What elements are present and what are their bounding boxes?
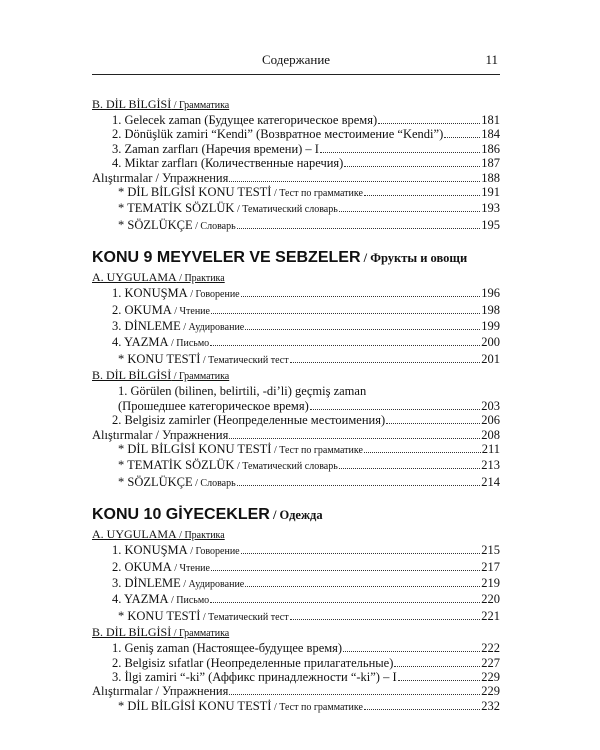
toc-page-number: 187 (481, 156, 500, 171)
toc-page-number: 213 (481, 458, 500, 473)
leader-dots (237, 228, 481, 229)
toc-page-number: 196 (481, 286, 500, 301)
toc-entry[interactable] (92, 319, 500, 335)
toc-entry-label: * SÖZLÜKÇE / Словарь (118, 217, 236, 232)
leader-dots (364, 709, 480, 710)
toc-page-number: 201 (481, 351, 500, 366)
header-page-number: 11 (485, 52, 498, 67)
toc-entry-label: 1. KONUŞMA / Говорение (112, 286, 240, 301)
leader-dots (241, 296, 481, 297)
toc-entry-label: Alıştırmalar / Упражнения (92, 170, 229, 185)
toc-entry[interactable] (92, 670, 500, 684)
leader-dots (398, 680, 481, 681)
toc-entry[interactable] (92, 699, 500, 715)
leader-dots (210, 345, 480, 346)
toc-page-number: 188 (481, 170, 500, 185)
toc-entry[interactable] (92, 113, 500, 127)
page-header (92, 52, 500, 72)
leader-dots (241, 553, 481, 554)
toc-page-number: 222 (481, 641, 500, 656)
toc-entry-label: 2. Belgisiz zamirler (Неопределенные местоимения) (112, 413, 386, 428)
toc-page-number: 219 (481, 575, 500, 590)
leader-dots (343, 651, 480, 652)
toc-entry-label: * KONU TESTİ / Тематический тест (118, 608, 289, 623)
toc-page-number: 191 (481, 185, 500, 200)
leader-dots (245, 329, 480, 330)
toc-entry-label: Alıştırmalar / Упражнения (92, 684, 229, 699)
toc-entry-label: 4. YAZMA / Письмо (112, 335, 210, 350)
toc-entry-label: * DİL BİLGİSİ KONU TESTİ / Тест по грамматике (118, 698, 363, 713)
leader-dots (229, 181, 480, 182)
toc-entry[interactable] (92, 171, 500, 185)
leader-dots (364, 195, 480, 196)
toc-entry[interactable] (92, 576, 500, 592)
toc-page-number: 195 (481, 217, 500, 232)
toc-entry[interactable] (92, 560, 500, 576)
toc-entry[interactable] (92, 335, 500, 351)
toc-page-number: 181 (481, 113, 500, 127)
toc-page-number: 227 (481, 655, 500, 670)
toc-entry-label: (Прошедшее категорическое время) (118, 398, 309, 413)
toc-page (92, 52, 500, 715)
toc-entry-label: 4. YAZMA / Письмо (112, 592, 210, 607)
toc-entry-label: 3. İlgi zamiri “-ki” (Аффикс принадлежности “-ki”) – I (112, 669, 397, 684)
leader-dots (245, 586, 480, 587)
header-title: Содержание (261, 52, 331, 67)
section-heading: B. DİL BİLGİSİ / Грамматика (92, 368, 230, 383)
toc-page-number: 206 (481, 413, 500, 428)
toc-page-number: 232 (481, 698, 500, 713)
leader-dots (320, 152, 480, 153)
toc-entry[interactable] (92, 458, 500, 474)
section-heading: B. DİL BİLGİSİ / Грамматика (92, 97, 230, 111)
toc-entry-text: 1. Görülen (bilinen, belirtili, -di’li) geçmiş zaman (118, 384, 367, 399)
toc-entry[interactable] (92, 185, 500, 201)
toc-entry[interactable] (92, 592, 500, 608)
toc-page-number: 211 (481, 441, 500, 456)
toc-entry[interactable] (92, 641, 500, 655)
toc-entry-label: 1. Geniş zaman (Настоящее-будущее время) (112, 641, 343, 656)
toc-entry[interactable] (92, 428, 500, 442)
toc-entry[interactable] (92, 201, 500, 217)
toc-page-number: 220 (481, 592, 500, 607)
leader-dots (444, 137, 480, 138)
toc-entry[interactable] (92, 352, 500, 368)
leader-dots (310, 409, 480, 410)
toc-entry-label: * SÖZLÜKÇE / Словарь (118, 474, 236, 489)
toc-page-number: 193 (481, 201, 500, 216)
unit-title: KONU 9 MEYVELER VE SEBZELER / Фрукты и овощи (92, 249, 468, 267)
toc-entry-label: 2. OKUMA / Чтение (112, 302, 210, 317)
toc-entry-label: * TEMATİK SÖZLÜK / Тематический словарь (118, 458, 338, 473)
toc-entry-label: * TEMATİK SÖZLÜK / Тематический словарь (118, 201, 338, 216)
toc-entry[interactable] (92, 142, 500, 156)
toc-entry[interactable] (92, 609, 500, 625)
toc-entry[interactable] (92, 543, 500, 559)
toc-entry-label: 1. KONUŞMA / Говорение (112, 543, 240, 558)
toc-entry[interactable] (92, 286, 500, 302)
toc-page-number: 203 (481, 398, 500, 413)
unit-title: KONU 10 GİYECEKLER / Одежда (92, 506, 323, 524)
toc-page-number: 200 (481, 335, 500, 350)
leader-dots (290, 362, 481, 363)
toc-page-number: 221 (481, 608, 500, 623)
section-heading: A. UYGULAMA / Практика (92, 527, 225, 542)
toc-entry[interactable] (92, 127, 500, 141)
toc-entry-label: * DİL BİLGİSİ KONU TESTİ / Тест по грамматике (118, 441, 363, 456)
toc-entry[interactable] (92, 303, 500, 319)
toc-page-number: 229 (481, 684, 500, 699)
toc-entry[interactable] (92, 218, 500, 234)
toc-entry[interactable] (92, 399, 500, 413)
toc-entry-label: 4. Miktar zarfları (Количественные наречия) (112, 156, 344, 171)
toc-page-number: 229 (481, 669, 500, 684)
leader-dots (378, 123, 480, 124)
leader-dots (211, 313, 480, 314)
toc-entry-label: 3. Zaman zarfları (Наречия времени) – I (112, 141, 319, 156)
leader-dots (344, 166, 480, 167)
toc-entry-label: 2. OKUMA / Чтение (112, 559, 210, 574)
leader-dots (394, 666, 480, 667)
toc-entry-label: Alıştırmalar / Упражнения (92, 427, 229, 442)
toc-entry[interactable] (92, 475, 500, 491)
toc-page-number: 215 (481, 543, 500, 558)
toc-entry-label: 2. Dönüşlük zamiri “Kendi” (Возвратное местоимение “Kendi”) (112, 127, 444, 142)
toc-page-number: 214 (481, 474, 500, 489)
toc-entry-label: * KONU TESTİ / Тематический тест (118, 351, 289, 366)
toc-page-number: 208 (481, 427, 500, 442)
toc-entry-label: 3. DİNLEME / Аудирование (112, 575, 245, 590)
toc-entry[interactable] (92, 156, 500, 170)
leader-dots (237, 485, 481, 486)
toc-page-number: 184 (481, 127, 500, 142)
toc-page-number: 199 (481, 319, 500, 334)
toc-entry[interactable] (92, 656, 500, 670)
section-heading: B. DİL BİLGİSİ / Грамматика (92, 625, 230, 640)
leader-dots (229, 438, 480, 439)
toc-page-number: 186 (481, 141, 500, 156)
leader-dots (386, 423, 480, 424)
section-heading: A. UYGULAMA / Практика (92, 270, 225, 285)
toc-entry-label: 2. Belgisiz sıfatlar (Неопределенные прилагательные) (112, 655, 394, 670)
leader-dots (364, 452, 481, 453)
toc-entry-label: 1. Gelecek zaman (Будущее категорическое время) (112, 113, 378, 127)
toc-entry[interactable] (92, 684, 500, 698)
leader-dots (210, 602, 480, 603)
leader-dots (229, 694, 480, 695)
leader-dots (211, 570, 480, 571)
leader-dots (290, 619, 481, 620)
toc-entry[interactable] (92, 413, 500, 427)
toc-entry-label: 3. DİNLEME / Аудирование (112, 319, 245, 334)
toc-entry-label: * DİL BİLGİSİ KONU TESTİ / Тест по грамматике (118, 185, 363, 200)
leader-dots (339, 211, 480, 212)
toc-entry[interactable] (92, 442, 500, 458)
toc-page-number: 198 (481, 302, 500, 317)
leader-dots (339, 468, 480, 469)
toc-page-number: 217 (481, 559, 500, 574)
